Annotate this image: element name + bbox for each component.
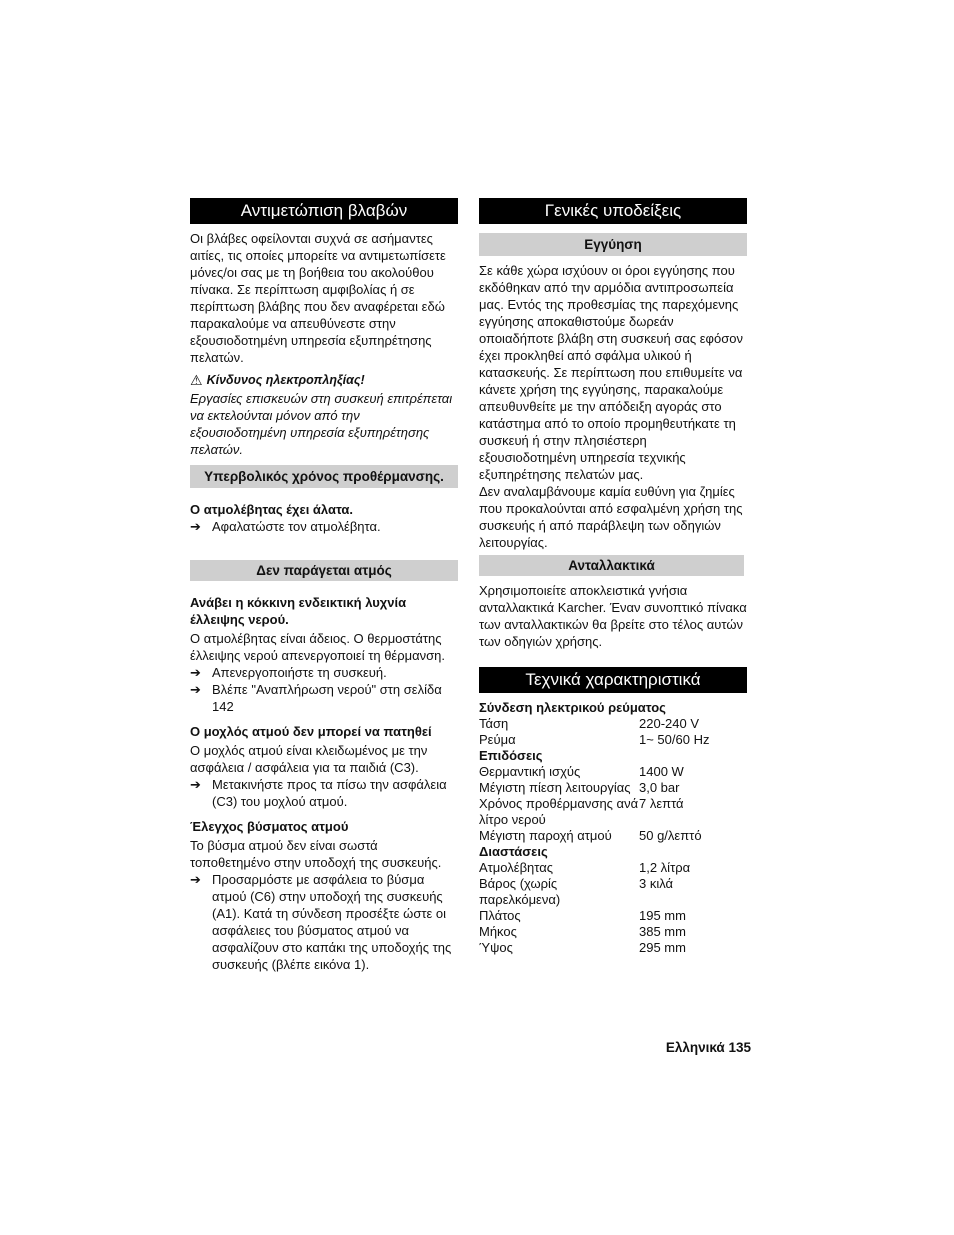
troubleshooting-heading: Αντιμετώπιση βλαβών [190,198,458,224]
technical-data-table [479,700,747,956]
spec-row [479,780,747,796]
step-fit-plug [190,871,458,973]
step-text: Βλέπε "Αναπλήρωση νερού" στη σελίδα 142 [212,682,442,714]
spec-value: 295 mm [639,940,686,955]
spec-row [479,860,747,876]
spec-label: Τάση [479,716,509,731]
warning-title-text: Κίνδυνος ηλεκτροπληξίας! [206,373,365,387]
warning-title [190,372,458,389]
step-refill-ref [190,681,458,715]
spec-group-heading: Διαστάσεις [479,844,548,859]
spec-row [479,796,747,828]
right-column [479,198,747,956]
spec-value: 220-240 V [639,716,699,731]
spec-row [479,924,747,940]
arrow-icon: ➔ [190,665,201,680]
warranty-text: Σε κάθε χώρα ισχύουν οι όροι εγγύησης που εκδόθηκαν από την αρμόδια αντιπροσωπεία μας. Εντός της προθεσμίας της παρεχόμενης εγγύησης αποκαθιστούμε δωρεάν οποιαδήποτε βλάβη στη συσκευή σας εφόσον έχει προκληθεί από σφάλμα υλικού ή κατασκευής. Σε περίπτωση που επιθυμείτε να κάνετε χρήση της εγγύησης, παρακαλούμε απευθυνθείτε με την απόδειξη αγοράς στο κατάστημα από το οποίο προμηθευτήκατε τη συσκευή ή στην πλησιέστερη εξουσιοδοτημένη υπηρεσία τεχνικής εξυπηρέτησης πελατών μας. [479,263,743,482]
liability-text: Δεν αναλαμβάνουμε καμία ευθύνη για ζημίες που προκαλούνται από εσφαλμένη χρήση της συσκευής ή από παράβλεψη των οδηγιών λειτουργίας. [479,484,743,550]
spec-value: 50 g/λεπτό [639,828,702,843]
left-column [190,198,458,973]
spec-value: 7 λεπτά [639,796,684,811]
spec-label: Ρεύμα [479,732,516,747]
spec-value: 1400 W [639,764,684,779]
spec-value: 1,2 λίτρα [639,860,691,875]
warranty-heading: Εγγύηση [479,233,747,256]
spec-row [479,828,747,844]
step-text: Προσαρμόστε με ασφάλεια το βύσμα ατμού (C6) στην υποδοχή της συσκευής (A1). Κατά τη σύνδεση προσέξτε ώστε οι ασφάλειες του βύσματος ατμού να ασφαλίζουν στο καπάκι της υποδοχής της συσκευής (βλέπε εικόνα 1). [212,872,452,972]
spec-row [479,716,747,732]
spec-value: 3,0 bar [639,780,680,795]
technical-data-heading: Τεχνικά χαρακτηριστικά [479,667,747,693]
spec-label: Βάρος (χωρίς παρελκόμενα) [479,876,561,907]
subheading-plug: Έλεγχος βύσματος ατμού [190,819,349,834]
general-notes-heading: Γενικές υποδείξεις [479,198,747,224]
warning-triangle-icon: ⚠ [190,372,203,388]
subheading-scale: Ο ατμολέβητας έχει άλατα. [190,502,354,517]
spec-label: Χρόνος προθέρμανσης ανά λίτρο νερού [479,796,639,827]
step-move-lock [190,776,458,810]
warning-text: Εργασίες επισκευών στη συσκευή επιτρέπεται να εκτελούνται μόνον από την εξουσιοδοτημένη υπηρεσία εξυπηρέτησης πελατών. [190,391,453,457]
spare-parts-text: Χρησιμοποιείτε αποκλειστικά γνήσια ανταλλακτικά Karcher. Έναν συνοπτικό πίνακα των ανταλλακτικών θα βρείτε στο τέλος αυτών των οδηγιών χρήσης. [479,583,747,649]
arrow-icon: ➔ [190,682,201,697]
spec-group-heading: Σύνδεση ηλεκτρικού ρεύματος [479,700,666,715]
text-lever-locked: Ο μοχλός ατμού είναι κλειδωμένος με την ασφάλεια / ασφάλεια για τα παιδιά (C3). [190,743,428,775]
arrow-icon: ➔ [190,872,201,887]
arrow-icon: ➔ [190,519,201,534]
text-plug-wrong: Το βύσμα ατμού δεν είναι σωστά τοποθετημένο στην υποδοχή της συσκευής. [190,838,442,870]
spec-label: Μέγιστη παροχή ατμού [479,828,612,843]
step-text: Απενεργοποιήστε τη συσκευή. [212,665,387,680]
spec-value: 1~ 50/60 Hz [639,732,710,747]
spec-group-heading: Επιδόσεις [479,748,543,763]
step-text: Μετακινήστε προς τα πίσω την ασφάλεια (C3) του μοχλού ατμού. [212,777,447,809]
spec-label: Μήκος [479,924,517,939]
spec-label: Θερμαντική ισχύς [479,764,581,779]
spare-parts-heading: Ανταλλακτικά [479,555,744,576]
spec-value: 385 mm [639,924,686,939]
spec-row [479,940,747,956]
spec-value: 195 mm [639,908,686,923]
spec-row [479,908,747,924]
section-heading-preheat: Υπερβολικός χρόνος προθέρμανσης. [190,465,458,488]
troubleshooting-intro: Οι βλάβες οφείλονται συχνά σε ασήμαντες αιτίες, τις οποίες μπορείτε να αντιμετωπίσετε μόνες/οι σας με τη βοήθεια του ακολούθου πίνακα. Σε περίπτωση αμφιβολίας ή σε περίπτωση βλάβης που δεν αναφέρεται εδώ παρακαλούμε να απευθύνεστε στην εξουσιοδοτημένη υπηρεσία εξυπηρέτησης πελατών. [190,231,446,365]
text-boiler-empty: Ο ατμολέβητας είναι άδειος. Ο θερμοστάτης έλλειψης νερού απενεργοποιεί τη θέρμανση. [190,631,445,663]
step-switch-off [190,664,458,681]
spec-label: Ατμολέβητας [479,860,554,875]
spec-label: Πλάτος [479,908,521,923]
subheading-lever: Ο μοχλός ατμού δεν μπορεί να πατηθεί [190,724,432,739]
spec-row [479,764,747,780]
step-text: Αφαλατώστε τον ατμολέβητα. [212,519,381,534]
subheading-red-light: Ανάβει η κόκκινη ενδεικτική λυχνία έλλειψης νερού. [190,595,407,627]
spec-value: 3 κιλά [639,876,674,891]
section-heading-no-steam: Δεν παράγεται ατμός [190,560,458,581]
spec-row [479,876,747,908]
spec-label: Ύψος [479,940,513,955]
spec-label: Μέγιστη πίεση λειτουργίας [479,780,631,795]
arrow-icon: ➔ [190,777,201,792]
step-descale [190,518,458,535]
page-footer: Ελληνικά 135 [665,1040,751,1055]
spec-row [479,732,747,748]
